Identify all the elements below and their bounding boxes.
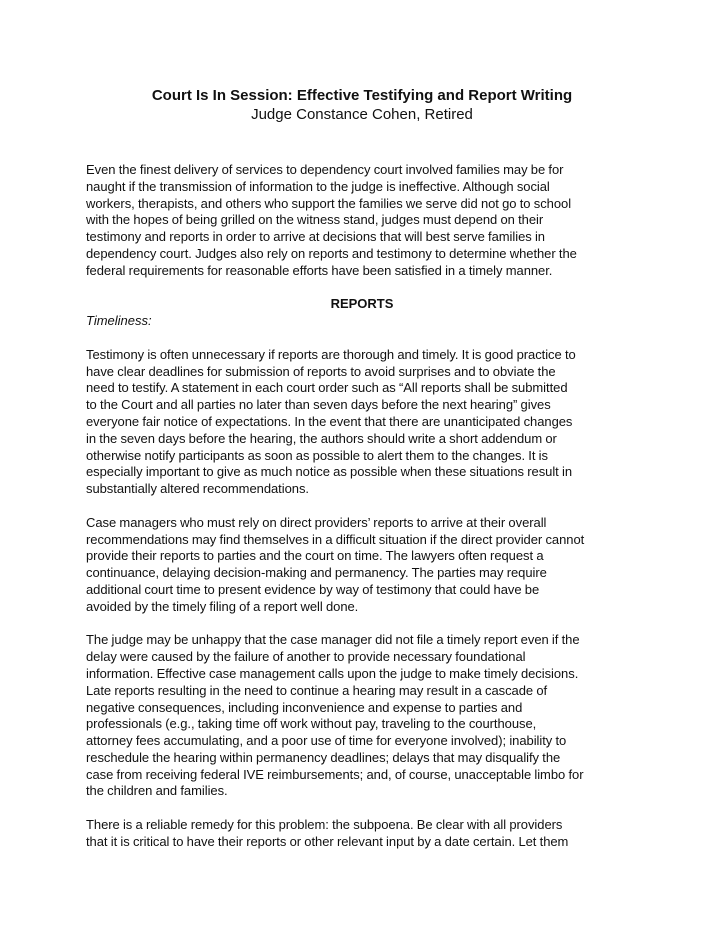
text-line: recommendations may find themselves in a difficult situation if the direct provider cannot <box>86 531 585 547</box>
text-line: the children and families. <box>86 783 228 799</box>
text-line: naught if the transmission of information to the judge is ineffective. Although social <box>86 178 550 194</box>
text-line: that it is critical to have their reports or other relevant input by a date certain. Let them <box>86 833 569 849</box>
section-heading-reports: REPORTS <box>330 296 394 312</box>
text-line: Testimony is often unnecessary if reports are thorough and timely. It is good practice to <box>86 346 576 362</box>
text-line: The judge may be unhappy that the case manager did not file a timely report even if the <box>86 632 580 648</box>
text-line: otherwise notify participants as soon as possible to alert them to the changes. It is <box>86 447 548 463</box>
text-line: information. Effective case management calls upon the judge to make timely decisions. <box>86 665 579 681</box>
text-line: need to testify. A statement in each court order such as “All reports shall be submitted <box>86 380 568 396</box>
text-line: substantially altered recommendations. <box>86 481 309 497</box>
paragraph-case-managers <box>86 515 638 616</box>
text-line: Case managers who must rely on direct providers’ reports to arrive at their overall <box>86 514 547 530</box>
text-line: in the seven days before the hearing, the authors should write a short addendum or <box>86 430 557 446</box>
paragraph-judge-unhappy <box>86 632 638 800</box>
text-line: delay were caused by the failure of another to provide necessary foundational <box>86 649 526 665</box>
document-title: Court Is In Session: Effective Testifying and Report Writing <box>151 87 573 104</box>
text-line: Even the finest delivery of services to dependency court involved families may be for <box>86 162 564 177</box>
text-line: have clear deadlines for submission of reports to avoid surprises and to obviate the <box>86 363 556 379</box>
text-line: dependency court. Judges also rely on reports and testimony to determine whether the <box>86 245 577 261</box>
text-line: federal requirements for reasonable efforts have been satisfied in a timely manner. <box>86 262 553 278</box>
document-author: Judge Constance Cohen, Retired <box>251 106 473 123</box>
intro-paragraph <box>86 162 638 280</box>
text-line: reschedule the hearing within permanency deadlines; delays that may disqualify the <box>86 749 561 765</box>
text-line: especially important to give as much notice as possible when these situations result in <box>86 464 573 480</box>
subheading-timeliness: Timeliness: <box>86 313 152 329</box>
paragraph-subpoena <box>86 817 638 851</box>
text-line: case from receiving federal IVE reimbursements; and, of course, unacceptable limbo for <box>86 766 584 782</box>
text-line: avoided by the timely filing of a report well done. <box>86 598 359 614</box>
text-line: negative consequences, including inconvenience and expense to parties and <box>86 699 523 715</box>
document-page <box>86 86 638 867</box>
text-line: professionals (e.g., taking time off work without pay, traveling to the courthouse, <box>86 716 537 732</box>
text-line: There is a reliable remedy for this problem: the subpoena. Be clear with all providers <box>86 817 563 833</box>
text-line: provide their reports to parties and the court on time. The lawyers often request a <box>86 548 544 564</box>
text-line: additional court time to present evidence by way of testimony that could have be <box>86 581 540 597</box>
text-line: Late reports resulting in the need to continue a hearing may result in a cascade of <box>86 682 548 698</box>
text-line: workers, therapists, and others who support the families we serve did not go to school <box>86 195 572 211</box>
text-line: to the Court and all parties no later than seven days before the next hearing” gives <box>86 397 551 413</box>
text-line: with the hopes of being grilled on the witness stand, judges must depend on their <box>86 212 544 228</box>
text-line: continuance, delaying decision-making and permanency. The parties may require <box>86 565 547 581</box>
paragraph-testimony <box>86 347 638 498</box>
text-line: attorney fees accumulating, and a poor use of time for everyone involved); inability to <box>86 733 567 749</box>
text-line: everyone fair notice of expectations. In the event that there are unanticipated changes <box>86 413 573 429</box>
text-line: testimony and reports in order to arrive at decisions that will best serve families in <box>86 229 545 245</box>
